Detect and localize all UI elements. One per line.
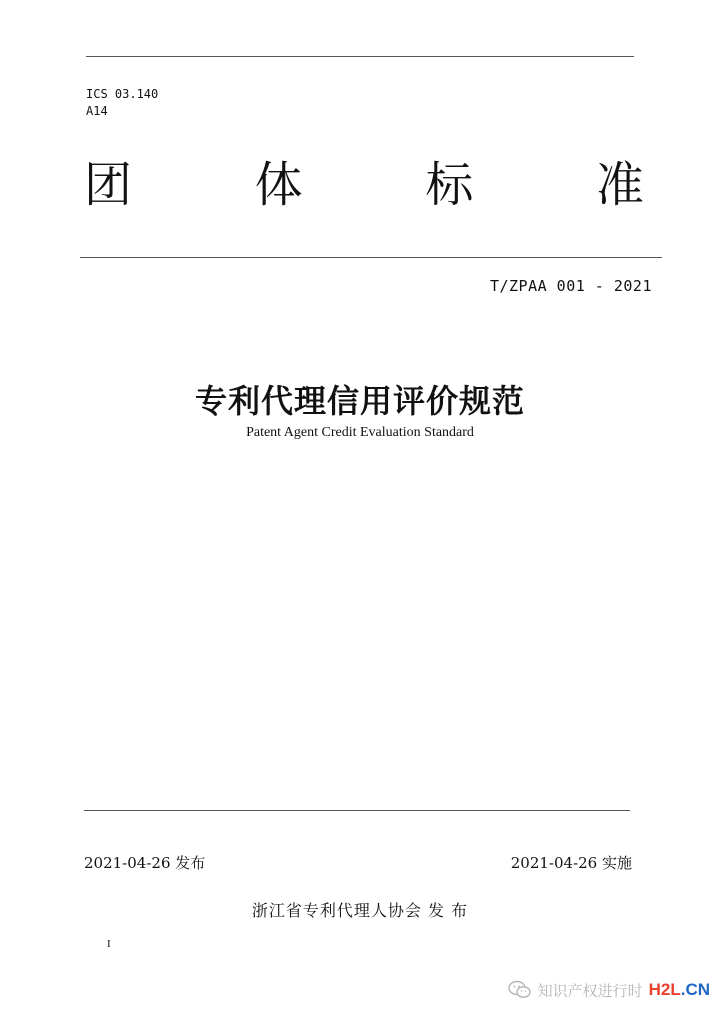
footer-rule: [84, 810, 630, 811]
implement-date: 2021-04-26 实施: [510, 854, 632, 872]
standard-type-char: 团: [84, 157, 133, 213]
standard-type-char: 准: [595, 157, 644, 213]
ccs-code: A14: [86, 104, 108, 118]
standard-type-heading: [84, 155, 644, 215]
publish-date: 2021-04-26 发布: [84, 854, 206, 872]
publisher: 浙江省专利代理人协会 发 布: [251, 901, 469, 920]
watermark-text: 知识产权进行时: [537, 981, 643, 1000]
watermark: [508, 975, 710, 1005]
watermark-logo-main: H2L: [648, 980, 681, 999]
page-number: I: [107, 938, 111, 950]
standard-type-char: 体: [254, 157, 303, 213]
document-title-cn: 专利代理信用评价规范: [194, 382, 525, 420]
header-rule: [80, 257, 662, 258]
wechat-icon: [508, 980, 532, 1000]
standard-number: T/ZPAA 001 - 2021: [489, 277, 652, 295]
document-title-en: Patent Agent Credit Evaluation Standard: [246, 425, 474, 440]
watermark-logo-suffix: .CN: [680, 980, 710, 999]
standard-type-char: 标: [425, 157, 474, 213]
top-rule: [86, 56, 634, 57]
ics-code: ICS 03.140: [86, 87, 159, 101]
watermark-logo: [649, 980, 710, 1000]
